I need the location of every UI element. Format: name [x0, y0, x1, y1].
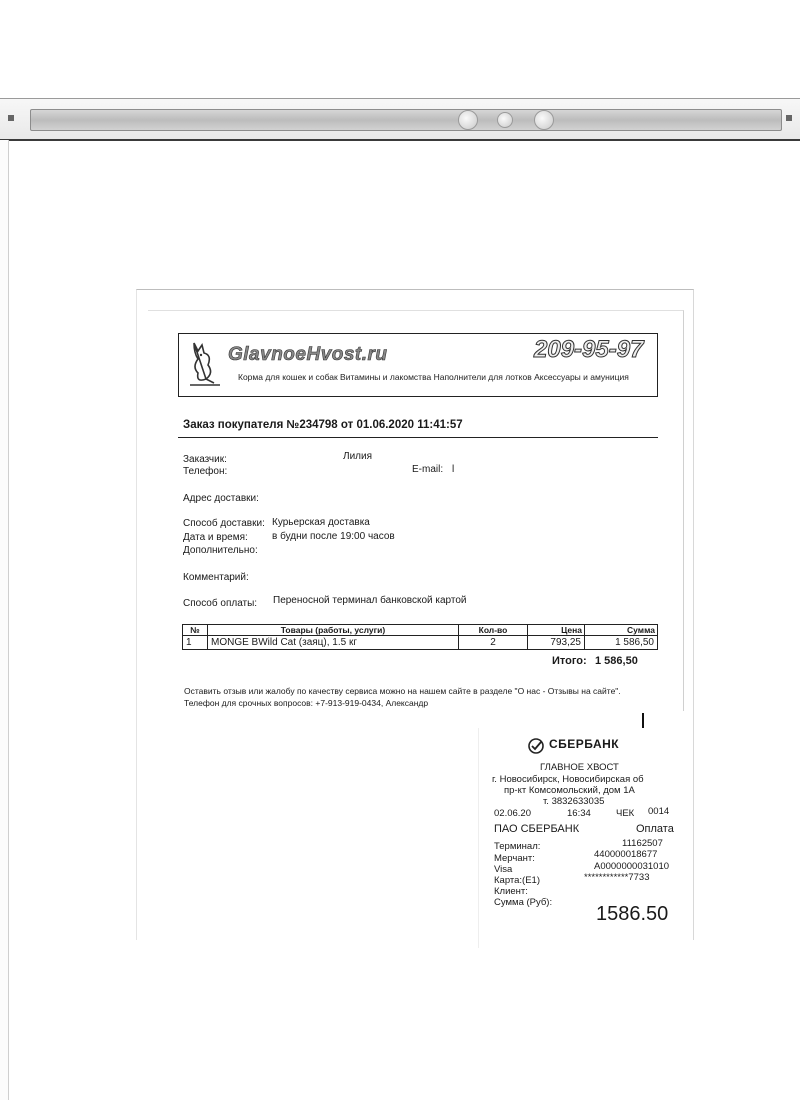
- receipt-sum-label: Сумма (Руб):: [494, 897, 553, 908]
- receipt-card-label: Карта:(E1): [494, 875, 541, 886]
- receipt-aid: A0000000031010: [594, 861, 670, 872]
- email-label: E-mail:: [412, 464, 444, 475]
- receipt-check-no: 0014: [648, 806, 670, 817]
- store-tagline: Корма для кошек и собак Витамины и лакомства Наполнители для лотков Аксессуары и амуниция: [238, 372, 629, 382]
- comment-label: Комментарий:: [183, 572, 249, 583]
- cell-no: 1: [183, 636, 208, 650]
- col-header-sum: Сумма: [585, 625, 658, 636]
- cell-sum: 1 586,50: [585, 636, 658, 650]
- receipt-merchant-value: 440000018677: [594, 849, 658, 860]
- order-title: Заказ покупателя №234798 от 01.06.2020 11:41:57: [183, 419, 463, 431]
- payment-label: Способ оплаты:: [183, 598, 258, 609]
- receipt-merchant-name: ГЛАВНОЕ ХВОСТ: [540, 762, 619, 773]
- table-header-row: [183, 625, 658, 636]
- total-value: 1 586,50: [595, 655, 638, 667]
- store-phone: 209-95-97: [534, 336, 644, 363]
- receipt-date: 02.06.20: [494, 808, 531, 819]
- receipt-operation: Оплата: [636, 823, 674, 835]
- col-header-no: №: [183, 625, 208, 636]
- datetime-value: в будни после 19:00 часов: [272, 531, 395, 542]
- scanner-bar: [30, 109, 782, 131]
- scanner-knob: [497, 112, 513, 128]
- receipt-bank-full: ПАО СБЕРБАНК: [494, 823, 580, 835]
- receipt-sum-value: 1586.50: [596, 903, 669, 925]
- receipt-time: 16:34: [567, 808, 591, 819]
- receipt-bank-brand: СБЕРБАНК: [549, 737, 620, 751]
- receipt-check-label: ЧЕК: [616, 808, 635, 819]
- phone-label: Телефон:: [183, 466, 228, 477]
- paper-edge: [0, 140, 9, 1100]
- divider: [178, 437, 658, 438]
- receipt-merchant-label: Мерчант:: [494, 853, 535, 864]
- scanner-lid-strip: [0, 98, 800, 141]
- urgent-phone-note: Телефон для срочных вопросов: +7-913-919-0434, Александр: [184, 698, 429, 708]
- col-header-qty: Кол-во: [459, 625, 528, 636]
- store-brand: GlavnoeHvost.ru: [228, 344, 388, 365]
- scanner-tick-left: [8, 115, 14, 121]
- payment-value: Переносной терминал банковской картой: [273, 595, 467, 606]
- address-label: Адрес доставки:: [183, 493, 259, 504]
- feedback-note: Оставить отзыв или жалобу по качеству сервиса можно на нашем сайте в разделе "О нас - Отзывы на сайте".: [184, 686, 621, 696]
- receipt-terminal-value: 11162507: [622, 838, 663, 849]
- customer-value: Лилия: [343, 451, 372, 462]
- receipt-terminal-label: Терминал:: [494, 841, 541, 852]
- cell-qty: 2: [459, 636, 528, 650]
- table-row: [183, 636, 658, 650]
- receipt-phone: т. 3832633035: [543, 796, 605, 807]
- receipt-card-value: ************7733: [584, 872, 650, 883]
- delivery-method-value: Курьерская доставка: [272, 517, 370, 528]
- receipt-address-1: г. Новосибирск, Новосибирская об: [492, 774, 644, 785]
- cell-goods: MONGE BWild Cat (заяц), 1.5 кг: [208, 636, 459, 650]
- receipt-card-type: Visa: [494, 864, 513, 875]
- extra-label: Дополнительно:: [183, 545, 258, 556]
- scanner-knob: [458, 110, 478, 130]
- col-header-price: Цена: [528, 625, 585, 636]
- scanner-knob: [534, 110, 554, 130]
- customer-label: Заказчик:: [183, 454, 227, 465]
- items-table: [182, 624, 658, 650]
- total-label: Итого:: [552, 655, 587, 667]
- delivery-method-label: Способ доставки:: [183, 518, 265, 529]
- receipt-address-2: пр-кт Комсомольский, дом 1А: [504, 785, 635, 796]
- cell-price: 793,25: [528, 636, 585, 650]
- sberbank-logo-icon: [528, 738, 544, 754]
- col-header-goods: Товары (работы, услуги): [208, 625, 459, 636]
- scanner-tick-right: [786, 115, 792, 121]
- receipt-client-label: Клиент:: [494, 886, 528, 897]
- cat-logo-icon: [184, 337, 224, 389]
- datetime-label: Дата и время:: [183, 532, 248, 543]
- email-value: l: [452, 464, 455, 475]
